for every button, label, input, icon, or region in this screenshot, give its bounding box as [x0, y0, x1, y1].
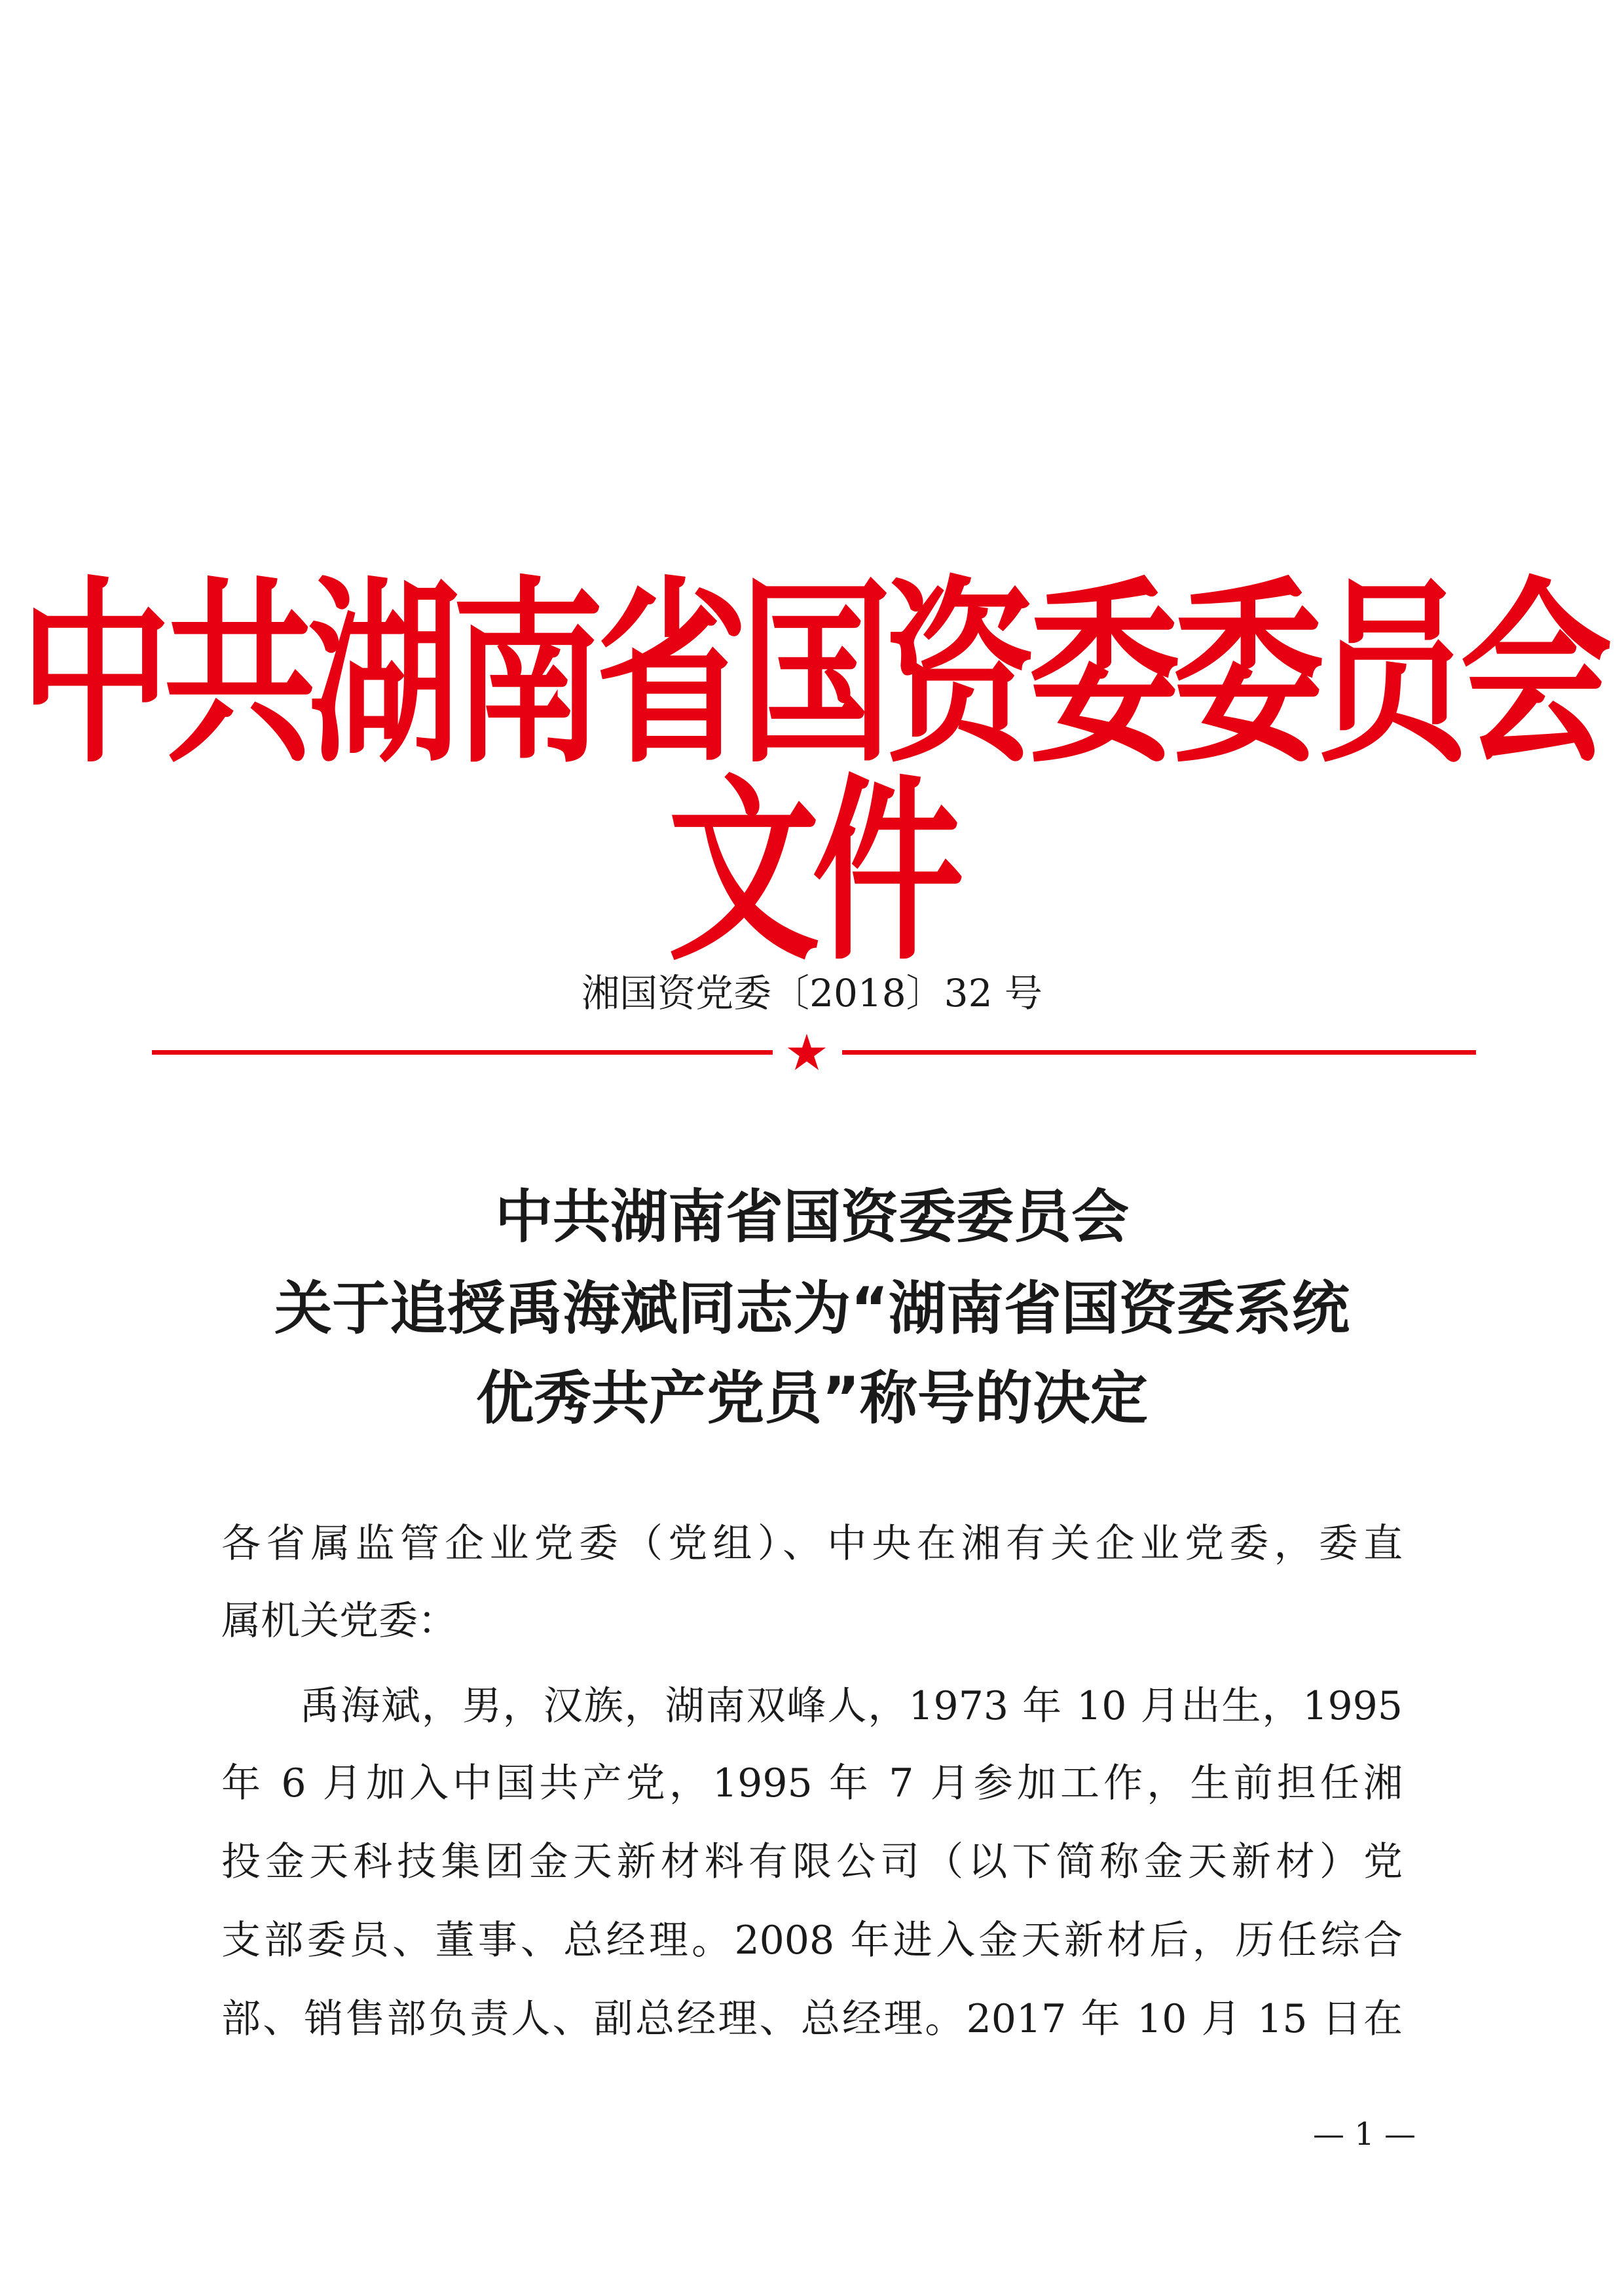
red-rule-right [842, 1050, 1476, 1055]
document-number: 湘国资党委〔2018〕32 号 [581, 971, 1043, 1015]
addressee-line-1: 各省属监管企业党委（党组）、中央在湘有关企业党委，委直 [221, 1521, 1403, 1567]
body-paragraph-line: 支部委员、董事、总经理。2008 年进入金天新材后，历任综合 [221, 1918, 1403, 1963]
body-paragraph-line: 部、销售部负责人、副总经理、总经理。2017 年 10 月 15 日在 [221, 1996, 1403, 2042]
page-number: — 1 — [1312, 2116, 1416, 2153]
red-star-icon: ★ [784, 1023, 830, 1082]
body-paragraph-line: 年 6 月加入中国共产党，1995 年 7 月参加工作，生前担任湘 [221, 1760, 1403, 1806]
title-line-2: 关于追授禹海斌同志为“湖南省国资委系统 [274, 1275, 1350, 1342]
body-paragraph-line: 投金天科技集团金天新材料有限公司（以下简称金天新材）党 [221, 1839, 1403, 1885]
masthead-title: 中共湖南省国资委委员会文件 [19, 560, 1604, 987]
red-rule-left [152, 1050, 773, 1055]
title-line-1: 中共湖南省国资委委员会 [494, 1183, 1129, 1250]
body-paragraph-line: 禹海斌，男，汉族，湖南双峰人，1973 年 10 月出生，1995 [300, 1683, 1403, 1729]
title-line-3: 优秀共产党员”称号的决定 [476, 1364, 1148, 1432]
addressee-line-2: 属机关党委： [221, 1598, 457, 1644]
